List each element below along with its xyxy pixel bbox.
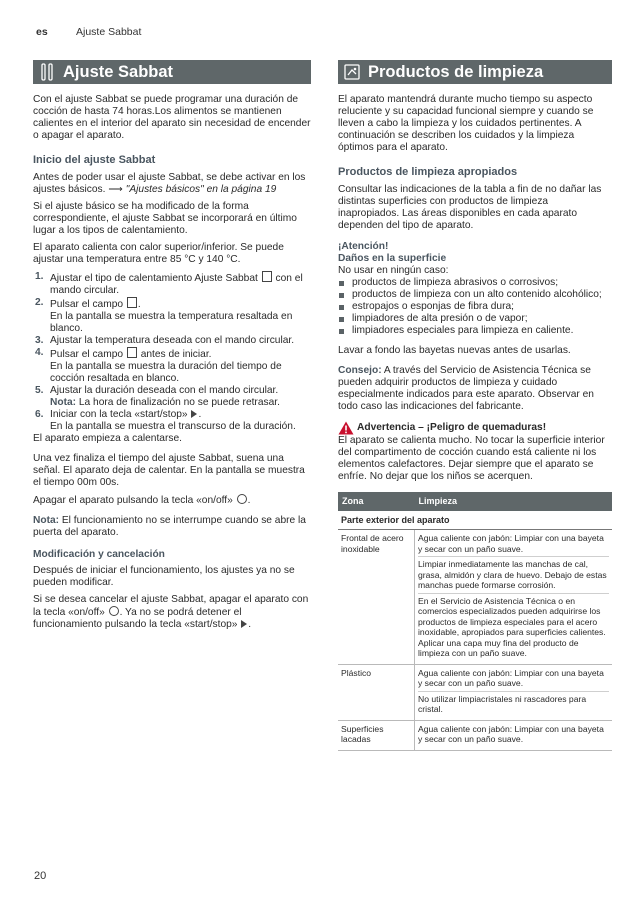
- note: Nota: El funcionamiento no se interrumpe cuando se abre la puerta del aparato.: [33, 515, 306, 538]
- list-item: productos de limpieza con un alto contenido alcohólico;: [338, 289, 612, 301]
- section-title: Ajuste Sabbat: [63, 62, 174, 81]
- start-stop-icon: [241, 620, 247, 628]
- heading-modificacion: Modificación y cancelación: [33, 549, 165, 560]
- cross-reference-link[interactable]: "Ajustes básicos" en la página 19: [122, 184, 277, 195]
- paragraph: Después de iniciar el funcionamiento, los ajustes ya no se pueden modificar.: [33, 565, 295, 588]
- warning-icon: [338, 421, 354, 435]
- table-row: [338, 530, 612, 665]
- attention-title: ¡Atención!: [338, 241, 389, 252]
- step: 3. Ajustar la temperatura deseada con el mando circular.: [35, 335, 295, 346]
- step: 6. Iniciar con la tecla «start/stop» . En la pantalla se muestra el transcurso de la duración.: [35, 409, 296, 432]
- paragraph: Consultar las indicaciones de la tabla a fin de no dañar las distintas superficies con productos de limpieza inapropiados. Las áreas disponibles en cada aparato dependen del tipo de aparato.: [338, 184, 602, 231]
- table-row: [338, 664, 612, 720]
- cleaning-cell: Agua caliente con jabón: Limpiar con una bayeta y secar con un paño suave. No utilizar limpiacristales ni rascadores para cristal.: [415, 664, 613, 720]
- prohibited-list: [338, 277, 612, 337]
- section-bar-sabbat: [33, 60, 311, 84]
- column-header-zona: Zona: [338, 492, 415, 511]
- page-number: 20: [34, 870, 47, 882]
- zone-cell: Plástico: [338, 664, 415, 720]
- cleaning-icon: [342, 60, 362, 84]
- temperature-field-icon: [127, 297, 137, 308]
- paragraph: Si el ajuste básico se ha modificado de la forma correspondiente, el ajuste Sabbat se incorporará en último lugar a los tipos de calentamiento.: [33, 201, 297, 236]
- table-group-header: Parte exterior del aparato: [338, 511, 612, 530]
- intro-text: Con el ajuste Sabbat se puede programar una duración de cocción de hasta 74 horas.Los alimentos se mantienen calientes en el interior del aparato sin necesidad de encender o apagar el aparato.: [33, 94, 311, 141]
- paragraph: Antes de poder usar el ajuste Sabbat, se debe activar en los ajustes básicos. ⟶ "Ajustes básicos" en la página 19: [33, 172, 306, 195]
- table-row: [338, 720, 612, 750]
- heading-apropiados: Productos de limpieza apropiados: [338, 166, 518, 178]
- power-icon: [237, 494, 247, 504]
- paragraph: Una vez finaliza el tiempo del ajuste Sabbat, suena una señal. El aparato deja de calentar. En la pantalla se muestra el tiempo 00m 00s.: [33, 453, 305, 488]
- duration-field-icon: [127, 347, 137, 358]
- step: 1. Ajustar el tipo de calentamiento Ajuste Sabbat con el mando circular.: [35, 271, 303, 296]
- attention-intro: No usar en ningún caso:: [338, 265, 449, 276]
- heading-inicio: Inicio del ajuste Sabbat: [33, 154, 156, 166]
- warning-title: Advertencia – ¡Peligro de quemaduras!: [338, 421, 612, 435]
- page-header: [36, 26, 142, 38]
- warning-text: El aparato se calienta mucho. No tocar la superficie interior del compartimento de cocción cuando está caliente ni los elementos calefactores. Dejar siempre que el aparato se enfríe. No dejar que los niños se acerquen.: [338, 435, 605, 482]
- zone-cell: Frontal de acero inoxidable: [338, 530, 415, 665]
- step: 4. Pulsar el campo antes de iniciar. En la pantalla se muestra la duración del tiempo de cocción resaltada en blanco.: [35, 347, 282, 384]
- tip: Consejo: A través del Servicio de Asistencia Técnica se pueden adquirir productos de limpieza y cuidado especialmente indicados para este aparato. Observar en todo caso las indicaciones del fabricante.: [338, 365, 594, 412]
- paragraph: El aparato calienta con calor superior/inferior. Se puede ajustar una temperatura entre 85 °C y 140 °C.: [33, 242, 284, 265]
- cleaning-cell: Agua caliente con jabón: Limpiar con una bayeta y secar con un paño suave. Limpiar inmediatamente las manchas de cal, grasa, almidón y clara de huevo. Debajo de estas manchas puede formarse corrosión. En el Servicio de Asistencia Técnica o en comercios especializados pueden adquirirse los productos de limpieza especiales para el acero inoxidable, apropiados para superficies calientes. Aplicar una capa muy fina del producto de limpieza con un paño suave.: [415, 530, 613, 665]
- column-right: [338, 60, 612, 751]
- cleaning-table: [338, 492, 612, 751]
- step: 2. Pulsar el campo . En la pantalla se muestra la temperatura resaltada en blanco.: [35, 297, 293, 334]
- list-item: limpiadores de alta presión o de vapor;: [338, 313, 612, 325]
- section-title: Productos de limpieza: [368, 62, 544, 81]
- running-title: Ajuste Sabbat: [76, 26, 142, 38]
- paragraph: Lavar a fondo las bayetas nuevas antes de usarlas.: [338, 345, 571, 356]
- attention-block: [338, 241, 612, 337]
- list-item: estropajos o esponjas de fibra dura;: [338, 301, 612, 313]
- column-left: [33, 60, 311, 636]
- section-bar-limpieza: [338, 60, 612, 84]
- arrow-icon: ⟶: [108, 184, 123, 195]
- list-item: productos de limpieza abrasivos o corrosivos;: [338, 277, 612, 289]
- zone-cell: Superficies lacadas: [338, 720, 415, 750]
- list-item: limpiadores especiales para limpieza en caliente.: [338, 325, 612, 337]
- column-header-limpieza: Limpieza: [415, 492, 613, 511]
- sabbat-icon: [37, 60, 57, 84]
- step: 5. Ajustar la duración deseada con el mando circular. Nota: La hora de finalización no se puede retrasar.: [35, 385, 280, 408]
- start-stop-icon: [191, 410, 197, 418]
- paragraph: El aparato empieza a calentarse.: [33, 433, 182, 444]
- cleaning-cell: Agua caliente con jabón: Limpiar con una bayeta y secar con un paño suave.: [415, 720, 613, 750]
- steps-list: [33, 271, 311, 433]
- sabbat-mode-icon: [262, 271, 272, 282]
- language-code: es: [36, 26, 48, 38]
- attention-subtitle: Daños en la superficie: [338, 253, 447, 264]
- paragraph: Apagar el aparato pulsando la tecla «on/off» .: [33, 495, 251, 506]
- power-icon: [109, 606, 119, 616]
- intro-text: El aparato mantendrá durante mucho tiempo su aspecto reluciente y su capacidad funcional siempre y cuando se lleven a cabo la limpieza y los cuidados pertinentes. A continuación se describen los cuidados y la limpieza óptimos para el aparato.: [338, 94, 594, 153]
- paragraph: Si se desea cancelar el ajuste Sabbat, apagar el aparato con la tecla «on/off» . Ya no se podrá detener el funcionamiento pulsando la tecla «start/stop» .: [33, 594, 309, 630]
